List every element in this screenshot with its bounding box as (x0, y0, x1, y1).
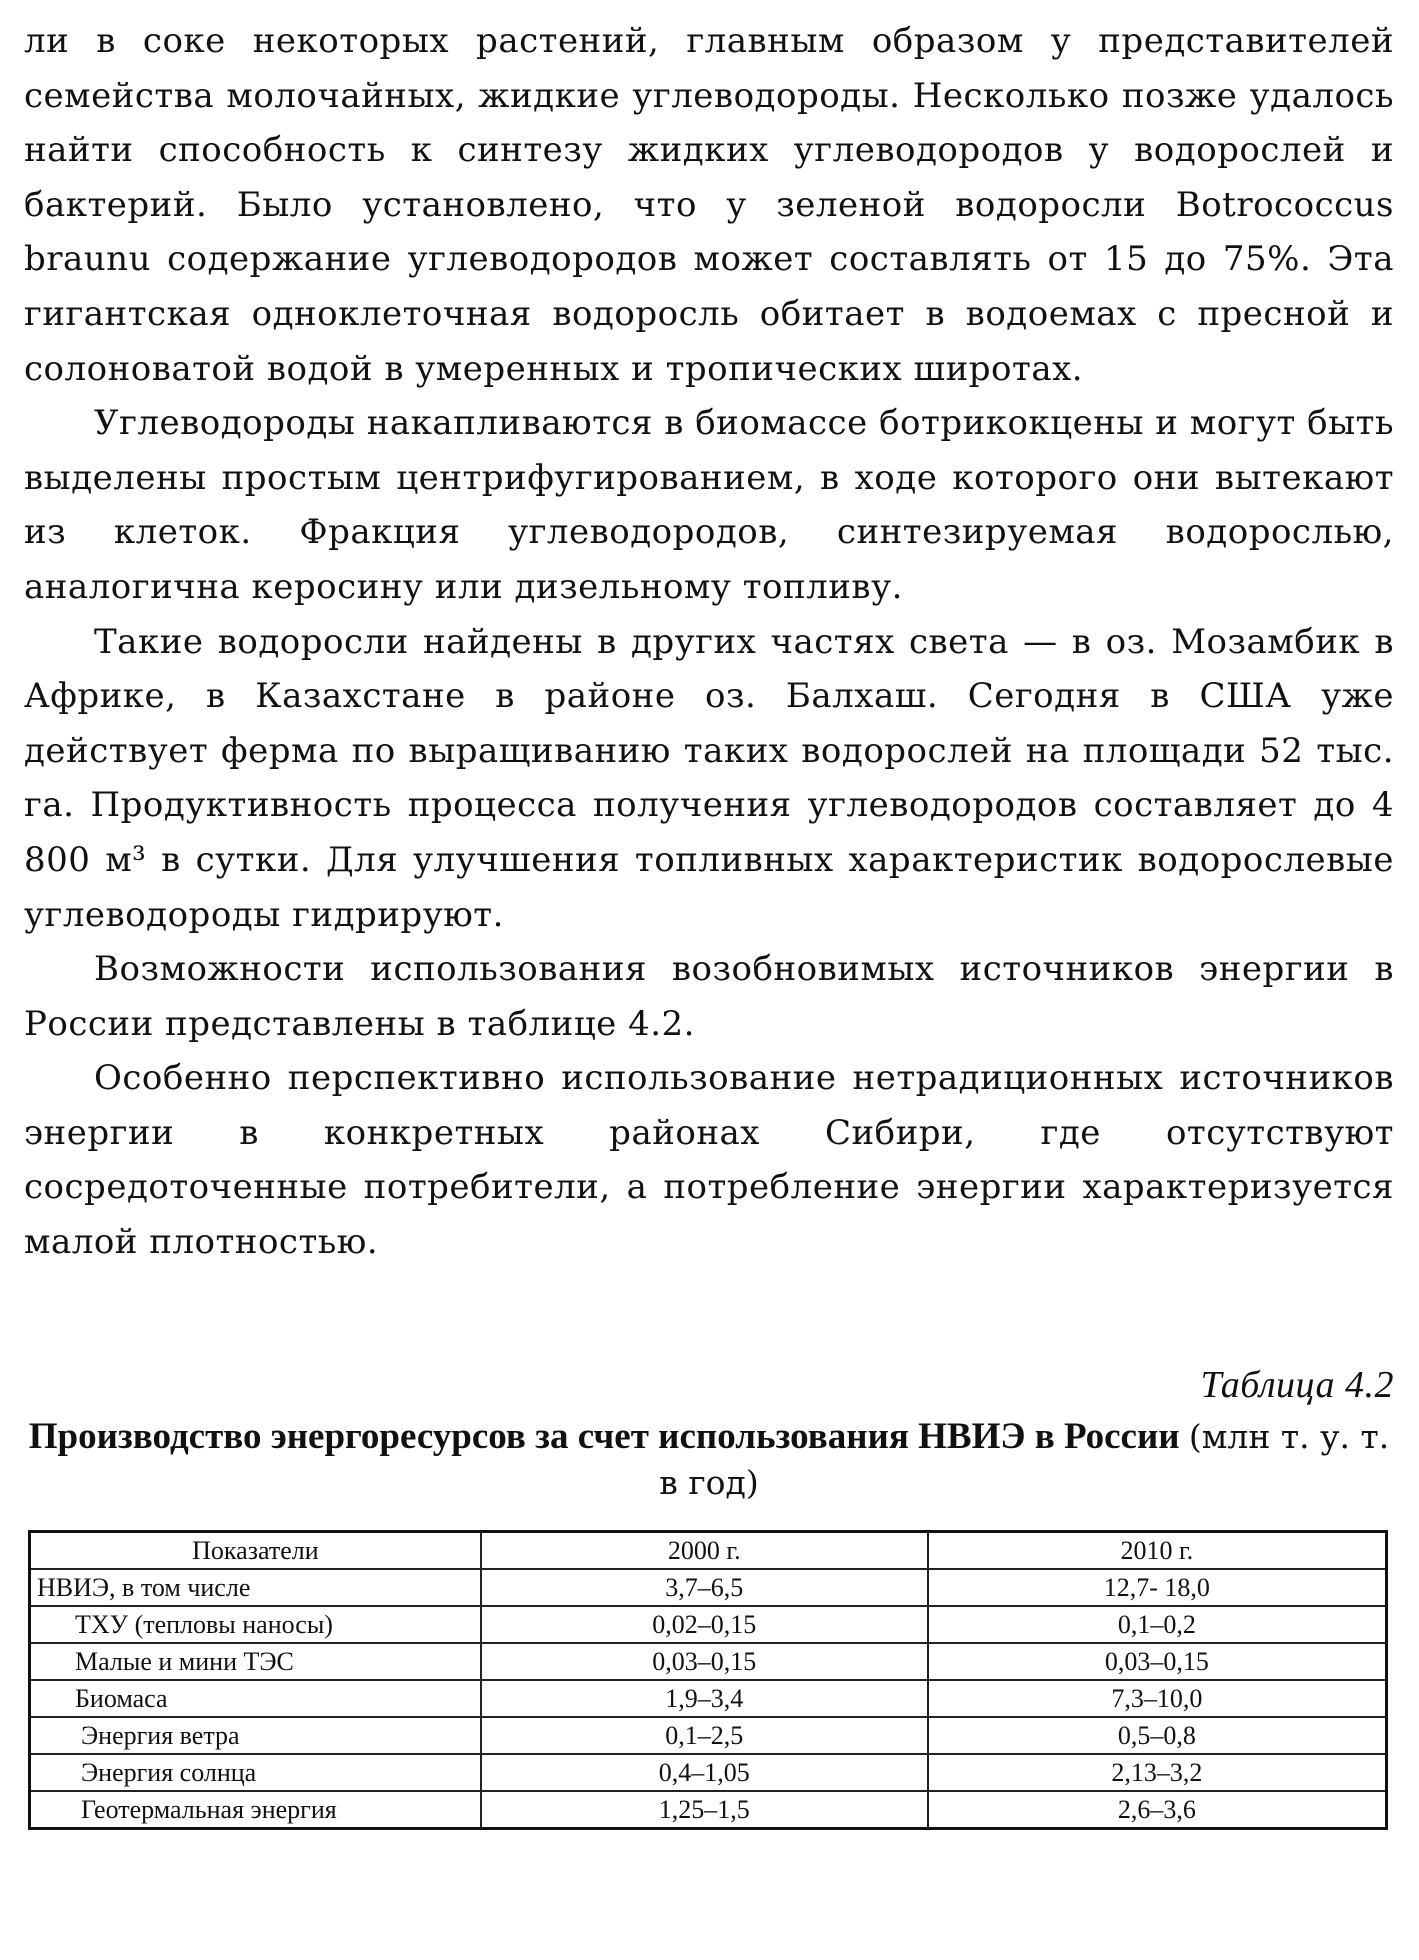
paragraph-hydrocarbons: Углеводороды накапливаются в биомассе ботрикокцены и могут быть выделены простым центрифугированием, в ходе которого они вытекают из клеток. Фракция углеводородов, синтезируемая водорослью, аналогична керосину или дизельному топливу. (24, 403, 1394, 607)
row-label: Биомаса (30, 1680, 481, 1717)
document-page (24, 14, 1394, 1830)
cell-2000: 0,02–0,15 (481, 1606, 928, 1643)
table-number: Таблица 4.2 (1200, 1363, 1394, 1406)
cell-2010: 7,3–10,0 (928, 1680, 1387, 1717)
row-label: Энергия ветра (30, 1717, 481, 1754)
cell-2000: 0,4–1,05 (481, 1754, 928, 1791)
cell-2000: 1,9–3,4 (481, 1680, 928, 1717)
cell-2000: 0,1–2,5 (481, 1717, 928, 1754)
cell-2010: 2,13–3,2 (928, 1754, 1387, 1791)
row-label: ТХУ (тепловы наносы) (30, 1606, 481, 1643)
row-label: НВИЭ, в том числе (30, 1569, 481, 1606)
cell-2010: 2,6–3,6 (928, 1791, 1387, 1829)
table-caption (24, 1414, 1394, 1506)
header-year-2010: 2010 г. (928, 1531, 1387, 1569)
paragraph-continuation: ли в соке некоторых растений, главным образом у представителей семейства молочайных, жидкие углеводороды. Несколько позже удалось найти способность к синтезу жидких углеводородов у водорослей и бактерий. Было установлено, что у зеленой водоросли Botrococcus braunu содержание углеводородов может составлять от 15 до 75%. Эта гигантская одноклеточная водоросль обитает в водоемах с пресной и солоноватой водой в умеренных и тропических широтах. (24, 21, 1394, 389)
table-row (30, 1606, 1387, 1643)
table-caption-unit: (млн т. у. т. в год) (659, 1416, 1390, 1502)
table-row (30, 1791, 1387, 1829)
cell-2000: 0,03–0,15 (481, 1643, 928, 1680)
header-year-2000: 2000 г. (481, 1531, 928, 1569)
table-header-row (30, 1531, 1387, 1569)
row-label: Малые и мини ТЭС (30, 1643, 481, 1680)
table-caption-title: Производство энергоресурсов за счет использования НВИЭ в России (28, 1415, 1180, 1457)
header-indicators: Показатели (30, 1531, 481, 1569)
cell-2010: 12,7- 18,0 (928, 1569, 1387, 1606)
table-row (30, 1680, 1387, 1717)
table-row (30, 1569, 1387, 1606)
row-label: Энергия солнца (30, 1754, 481, 1791)
table-row (30, 1717, 1387, 1754)
paragraph-table-reference: Возможности использования возобновимых источников энергии в России представлены в таблице 4.2. (24, 949, 1394, 1044)
cell-2010: 0,1–0,2 (928, 1606, 1387, 1643)
cell-2010: 0,03–0,15 (928, 1643, 1387, 1680)
cell-2000: 1,25–1,5 (481, 1791, 928, 1829)
cell-2000: 3,7–6,5 (481, 1569, 928, 1606)
energy-table (28, 1530, 1388, 1830)
row-label: Геотермальная энергия (30, 1791, 481, 1829)
paragraph-algae-locations: Такие водоросли найдены в других частях света — в оз. Мозамбик в Африке, в Казахстане в районе оз. Балхаш. Сегодня в США уже действует ферма по выращиванию таких водорослей на площади 52 тыс. га. Продуктивность процесса получения углеводородов составляет до 4 800 м³ в сутки. Для улучшения топливных характеристик водорослевые углеводороды гидрируют. (24, 621, 1394, 935)
table-row (30, 1754, 1387, 1791)
cell-2010: 0,5–0,8 (928, 1717, 1387, 1754)
table-row (30, 1643, 1387, 1680)
paragraph-siberia: Особенно перспективно использование нетрадиционных источников энергии в конкретных районах Сибири, где отсутствуют сосредоточенные потребители, а потребление энергии характеризуется малой плотностью. (24, 1058, 1394, 1263)
